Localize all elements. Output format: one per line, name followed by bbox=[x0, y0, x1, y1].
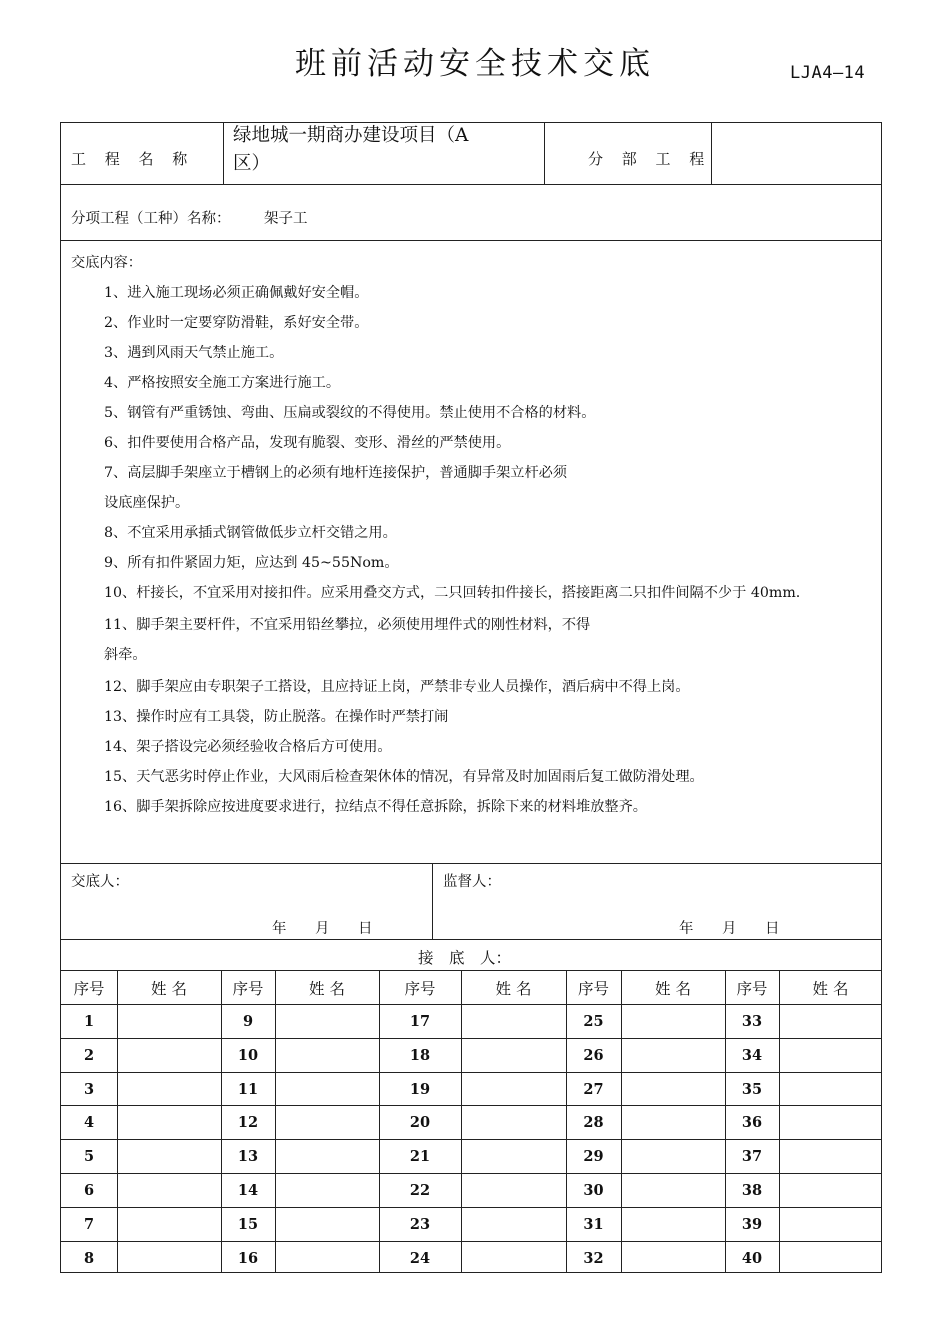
table-row-number: 38 bbox=[741, 1182, 763, 1199]
table-row-number: 11 bbox=[237, 1080, 259, 1098]
content-line: 1、进入施工现场必须正确佩戴好安全帽。 bbox=[104, 285, 369, 301]
table-row-number: 26 bbox=[583, 1046, 604, 1064]
content-line: 设底座保护。 bbox=[104, 495, 190, 511]
divider bbox=[61, 1038, 881, 1039]
divider bbox=[61, 1072, 881, 1073]
divider bbox=[61, 1139, 881, 1140]
table-row-number: 23 bbox=[409, 1215, 431, 1233]
divider bbox=[275, 970, 276, 1272]
supervisor-label: 监督人： bbox=[443, 874, 501, 890]
table-row-number: 7 bbox=[83, 1215, 95, 1233]
divider bbox=[432, 863, 433, 939]
table-row-number: 8 bbox=[83, 1249, 95, 1267]
column-header-no: 序号 bbox=[73, 980, 105, 998]
table-row-number: 39 bbox=[741, 1215, 763, 1233]
divider bbox=[779, 970, 780, 1272]
table-row-number: 30 bbox=[583, 1182, 604, 1199]
divider bbox=[61, 1241, 881, 1242]
table-row-number: 20 bbox=[409, 1114, 431, 1132]
content-line: 15、天气恶劣时停止作业，大风雨后检查架休体的情况，有异常及时加固雨后复工做防滑处理。 bbox=[104, 769, 704, 785]
divider bbox=[61, 240, 881, 241]
subitem-label: 分项工程（工种）名称： bbox=[71, 211, 231, 227]
content-line: 8、不宜采用承插式钢管做低步立杆交错之用。 bbox=[104, 525, 397, 541]
content-line: 16、脚手架拆除应按进度要求进行，拉结点不得任意拆除，拆除下来的材料堆放整齐。 bbox=[104, 799, 647, 815]
column-header-name: 姓 名 bbox=[151, 980, 187, 998]
divider bbox=[61, 970, 881, 971]
table-row-number: 22 bbox=[409, 1182, 431, 1199]
supervisor-date-year: 年 bbox=[679, 921, 694, 937]
column-header-no: 序号 bbox=[577, 980, 609, 998]
content-line: 10、杆接长，不宜采用对接扣件。应采用叠交方式，二只回转扣件接长，搭接距离二只扣件间隔不少于 40mm. bbox=[104, 585, 801, 601]
divider bbox=[61, 1004, 881, 1005]
content-line: 斜牵。 bbox=[104, 647, 147, 663]
column-header-no: 序号 bbox=[232, 980, 264, 998]
content-line: 6、扣件要使用合格产品，发现有脆裂、变形、滑丝的严禁使用。 bbox=[104, 435, 511, 451]
table-row-number: 24 bbox=[409, 1249, 431, 1267]
supervisor-date-day: 日 bbox=[765, 921, 780, 937]
project-name-line2: 区） bbox=[233, 153, 271, 174]
table-row-number: 16 bbox=[237, 1249, 259, 1267]
table-row-number: 32 bbox=[583, 1249, 604, 1267]
table-row-number: 2 bbox=[83, 1046, 95, 1064]
project-name-label: 工 程 名 称 bbox=[71, 150, 195, 168]
divider bbox=[61, 863, 881, 864]
table-row-number: 25 bbox=[583, 1013, 604, 1030]
table-row-number: 37 bbox=[741, 1148, 763, 1166]
column-header-name: 姓 名 bbox=[812, 980, 849, 998]
discloser-date-day: 日 bbox=[358, 921, 373, 937]
table-row-number: 3 bbox=[83, 1080, 95, 1098]
table-row-number: 15 bbox=[237, 1215, 259, 1233]
content-line: 3、遇到风雨天气禁止施工。 bbox=[104, 345, 284, 361]
divider bbox=[61, 1173, 881, 1174]
table-row-number: 6 bbox=[83, 1182, 95, 1199]
content-line: 9、所有扣件紧固力矩，应达到 45~55Nom。 bbox=[104, 555, 399, 571]
table-row-number: 31 bbox=[583, 1215, 604, 1233]
divider bbox=[61, 1105, 881, 1106]
content-line: 4、严格按照安全施工方案进行施工。 bbox=[104, 375, 341, 391]
content-line: 14、架子搭设完必须经验收合格后方可使用。 bbox=[104, 739, 392, 755]
divider bbox=[461, 970, 462, 1272]
content-line: 2、作业时一定要穿防滑鞋，系好安全带。 bbox=[104, 315, 369, 331]
table-row-number: 29 bbox=[583, 1148, 604, 1166]
receiver-label: 接 底 人： bbox=[418, 949, 512, 967]
divider bbox=[223, 123, 224, 185]
content-line: 7、高层脚手架座立于槽钢上的必须有地杆连接保护，普通脚手架立杆必须 bbox=[104, 465, 568, 481]
table-row-number: 35 bbox=[741, 1080, 763, 1098]
table-row-number: 13 bbox=[237, 1148, 259, 1166]
table-row-number: 5 bbox=[83, 1148, 95, 1166]
content-line: 12、脚手架应由专职架子工搭设，且应持证上岗，严禁非专业人员操作，酒后病中不得上岗。 bbox=[104, 679, 690, 695]
table-row-number: 21 bbox=[409, 1148, 431, 1166]
table-row-number: 4 bbox=[83, 1114, 95, 1132]
table-row-number: 36 bbox=[741, 1114, 763, 1132]
table-row-number: 9 bbox=[242, 1013, 254, 1030]
division-label: 分 部 工 程 bbox=[588, 150, 712, 168]
discloser-date-year: 年 bbox=[272, 921, 287, 937]
table-row-number: 1 bbox=[83, 1013, 95, 1030]
content-line: 13、操作时应有工具袋，防止脱落。在操作时严禁打闹 bbox=[104, 709, 449, 725]
discloser-label: 交底人： bbox=[71, 874, 129, 890]
divider bbox=[61, 939, 881, 940]
divider bbox=[544, 123, 545, 185]
column-header-name: 姓 名 bbox=[309, 980, 345, 998]
column-header-name: 姓 名 bbox=[495, 980, 532, 998]
disclosure-form bbox=[60, 122, 882, 1273]
divider bbox=[61, 1207, 881, 1208]
table-row-number: 12 bbox=[237, 1114, 259, 1132]
table-row-number: 33 bbox=[741, 1013, 763, 1030]
column-header-no: 序号 bbox=[736, 980, 768, 998]
supervisor-date-month: 月 bbox=[722, 921, 737, 937]
table-row-number: 28 bbox=[583, 1114, 604, 1132]
discloser-date-month: 月 bbox=[315, 921, 330, 937]
table-row-number: 27 bbox=[583, 1080, 604, 1098]
content-heading: 交底内容： bbox=[71, 255, 142, 271]
divider bbox=[117, 970, 118, 1272]
table-row-number: 18 bbox=[409, 1046, 431, 1064]
content-line: 5、钢管有严重锈蚀、弯曲、压扁或裂纹的不得使用。禁止使用不合格的材料。 bbox=[104, 405, 596, 421]
table-row-number: 40 bbox=[741, 1249, 763, 1267]
divider bbox=[61, 184, 881, 185]
divider bbox=[621, 970, 622, 1272]
table-row-number: 19 bbox=[409, 1080, 431, 1098]
table-row-number: 17 bbox=[409, 1013, 431, 1030]
project-name-line1: 绿地城一期商办建设项目（A bbox=[233, 125, 469, 146]
table-row-number: 10 bbox=[237, 1046, 259, 1064]
document-title: 班前活动安全技术交底 bbox=[295, 46, 655, 82]
content-line: 11、脚手架主要杆件，不宜采用铅丝攀拉，必须使用埋件式的刚性材料，不得 bbox=[104, 617, 591, 633]
table-row-number: 34 bbox=[741, 1046, 763, 1064]
column-header-name: 姓 名 bbox=[655, 980, 691, 998]
table-row-number: 14 bbox=[237, 1182, 259, 1199]
column-header-no: 序号 bbox=[404, 980, 436, 998]
subitem-value: 架子工 bbox=[264, 211, 308, 227]
document-code: LJA4—14 bbox=[790, 63, 866, 83]
